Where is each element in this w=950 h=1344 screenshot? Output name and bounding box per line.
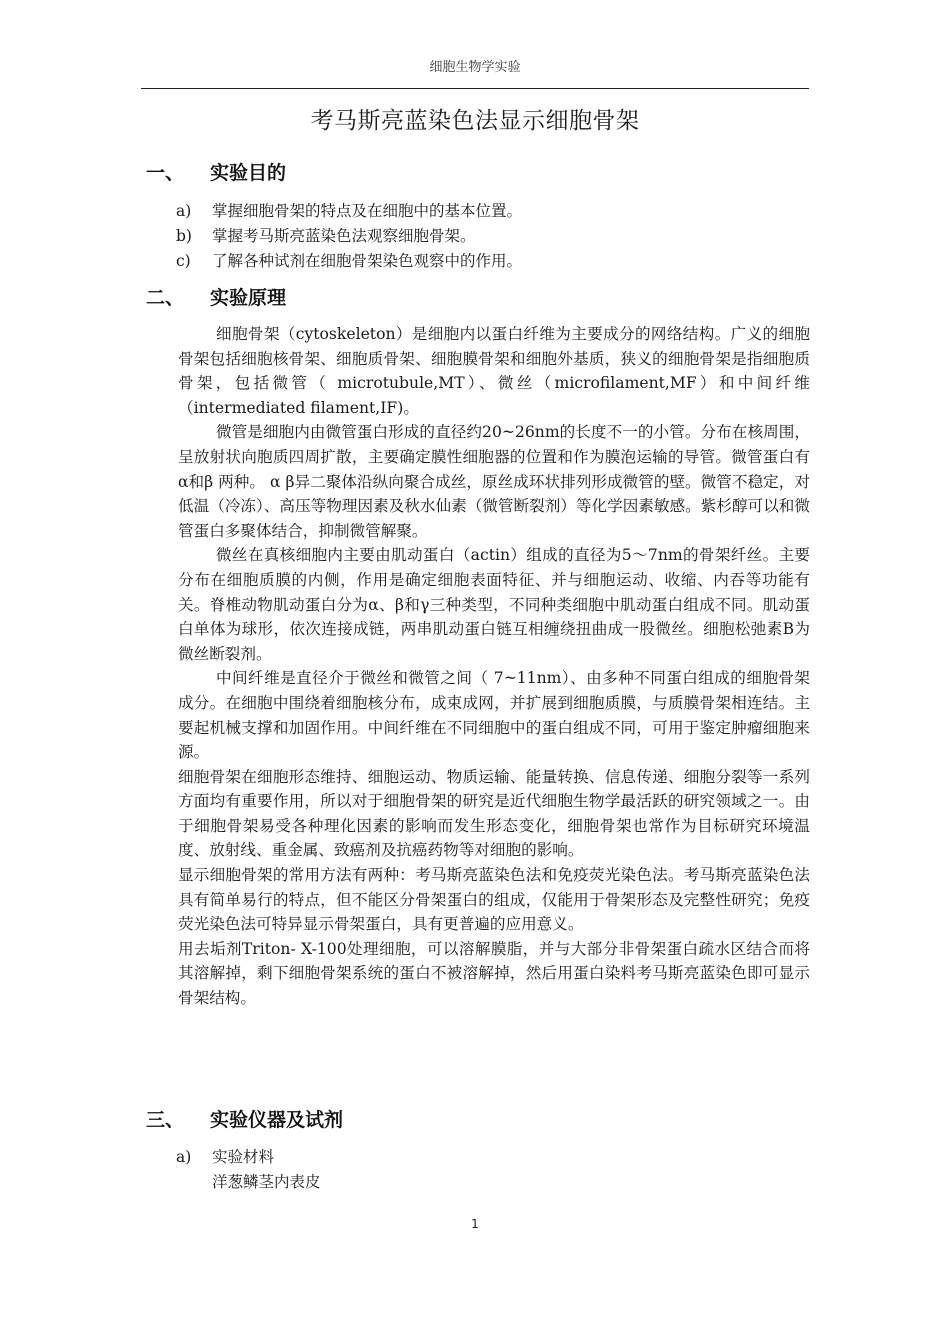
section-number: 三、 (146, 1109, 185, 1131)
list-marker: a) (176, 1148, 192, 1166)
section-heading-3 (146, 1105, 343, 1132)
list-item (176, 199, 522, 223)
running-header: 细胞生物学实验 (429, 60, 521, 75)
paragraph: 中间纤维是直径介于微丝和微管之间（ 7~11nm）、由多种不同蛋白组成的细胞骨架成分。在细胞中围绕着细胞核分布，成束成网，并扩展到细胞质膜，与质膜骨架相连结。主要起机械支撑和加固作用。中间纤维在不同细胞中的蛋白组成不同，可用于鉴定肿瘤细胞来源。 (178, 669, 810, 762)
section-title: 实验仪器及试剂 (210, 1109, 344, 1131)
list-item (176, 1145, 274, 1169)
list-item-text: 了解各种试剂在细胞骨架染色观察中的作用。 (212, 252, 523, 270)
header-divider (141, 88, 809, 89)
section-body (178, 322, 810, 1011)
paragraph: 显示细胞骨架的常用方法有两种：考马斯亮蓝染色法和免疫荧光染色法。考马斯亮蓝染色法具有简单易行的特点，但不能区分骨架蛋白的组成，仅能用于骨架形态及完整性研究；免疫荧光染色法可特异显示骨架蛋白，具有更普遍的应用意义。 (178, 866, 810, 934)
paragraph: 微丝在真核细胞内主要由肌动蛋白（actin）组成的直径为5～7nm的骨架纤丝。主要分布在细胞质膜的内侧，作用是确定细胞表面特征、并与细胞运动、收缩、内吞等功能有关。脊椎动物肌动蛋白分为α、β和γ三种类型，不同种类细胞中肌动蛋白组成不同。肌动蛋白单体为球形，依次连接成链，两串肌动蛋白链互相缠绕扭曲成一股微丝。细胞松弛素B为微丝断裂剂。 (178, 546, 810, 663)
section-title: 实验目的 (210, 162, 287, 184)
paragraph: 细胞骨架（cytoskeleton）是细胞内以蛋白纤维为主要成分的网络结构。广义的细胞骨架包括细胞核骨架、细胞质骨架、细胞膜骨架和细胞外基质，狭义的细胞骨架是指细胞质骨架，包括微管（ microtubule,MT）、微丝（microfilament,MF）和中间纤维（intermediated filament,IF)。 (178, 325, 810, 417)
list-item-text: 掌握细胞骨架的特点及在细胞中的基本位置。 (212, 202, 523, 220)
list-marker: a) (176, 202, 192, 220)
list-item (176, 249, 522, 273)
section-title: 实验原理 (210, 287, 287, 309)
paragraph: 用去垢剂Triton- X-100处理细胞，可以溶解膜脂，并与大部分非骨架蛋白疏水区结合而将其溶解掉，剩下细胞骨架系统的蛋白不被溶解掉，然后用蛋白染料考马斯亮蓝染色即可显示骨架结构。 (178, 939, 810, 1008)
section-number: 二、 (146, 287, 185, 309)
paragraph: 微管是细胞内由微管蛋白形成的直径约20~26nm的长度不一的小管。分布在核周围，呈放射状向胞质四周扩散，主要确定膜性细胞器的位置和作为膜泡运输的导管。微管蛋白有α和β 两种。 α β异二聚体沿纵向聚合成丝，原丝成环状排列形成微管的壁。微管不稳定，对低温（冷冻）、高压等物理因素及秋水仙素（微管断裂剂）等化学因素敏感。紫杉醇可以和微管蛋白多聚体结合，抑制微管解聚。 (178, 423, 810, 540)
list-item-text: 实验材料 (212, 1148, 275, 1166)
document-title: 考马斯亮蓝染色法显示细胞骨架 (310, 108, 640, 134)
list-marker: c) (176, 252, 191, 270)
section-number: 一、 (146, 162, 185, 184)
page-number: 1 (471, 1217, 479, 1231)
list-item-detail: 洋葱鳞茎内表皮 (212, 1173, 321, 1191)
list-item (176, 224, 476, 248)
section-heading-2 (146, 283, 286, 310)
paragraph: 细胞骨架在细胞形态维持、细胞运动、物质运输、能量转换、信息传递、细胞分裂等一系列方面均有重要作用，所以对于细胞骨架的研究是近代细胞生物学最活跃的研究领域之一。由于细胞骨架易受各种理化因素的影响而发生形态变化，细胞骨架也常作为目标研究环境温度、放射线、重金属、致癌剂及抗癌药物等对细胞的影响。 (178, 767, 810, 860)
list-item-text: 掌握考马斯亮蓝染色法观察细胞骨架。 (212, 227, 476, 245)
list-marker: b) (176, 227, 192, 245)
section-heading-1 (146, 158, 286, 185)
